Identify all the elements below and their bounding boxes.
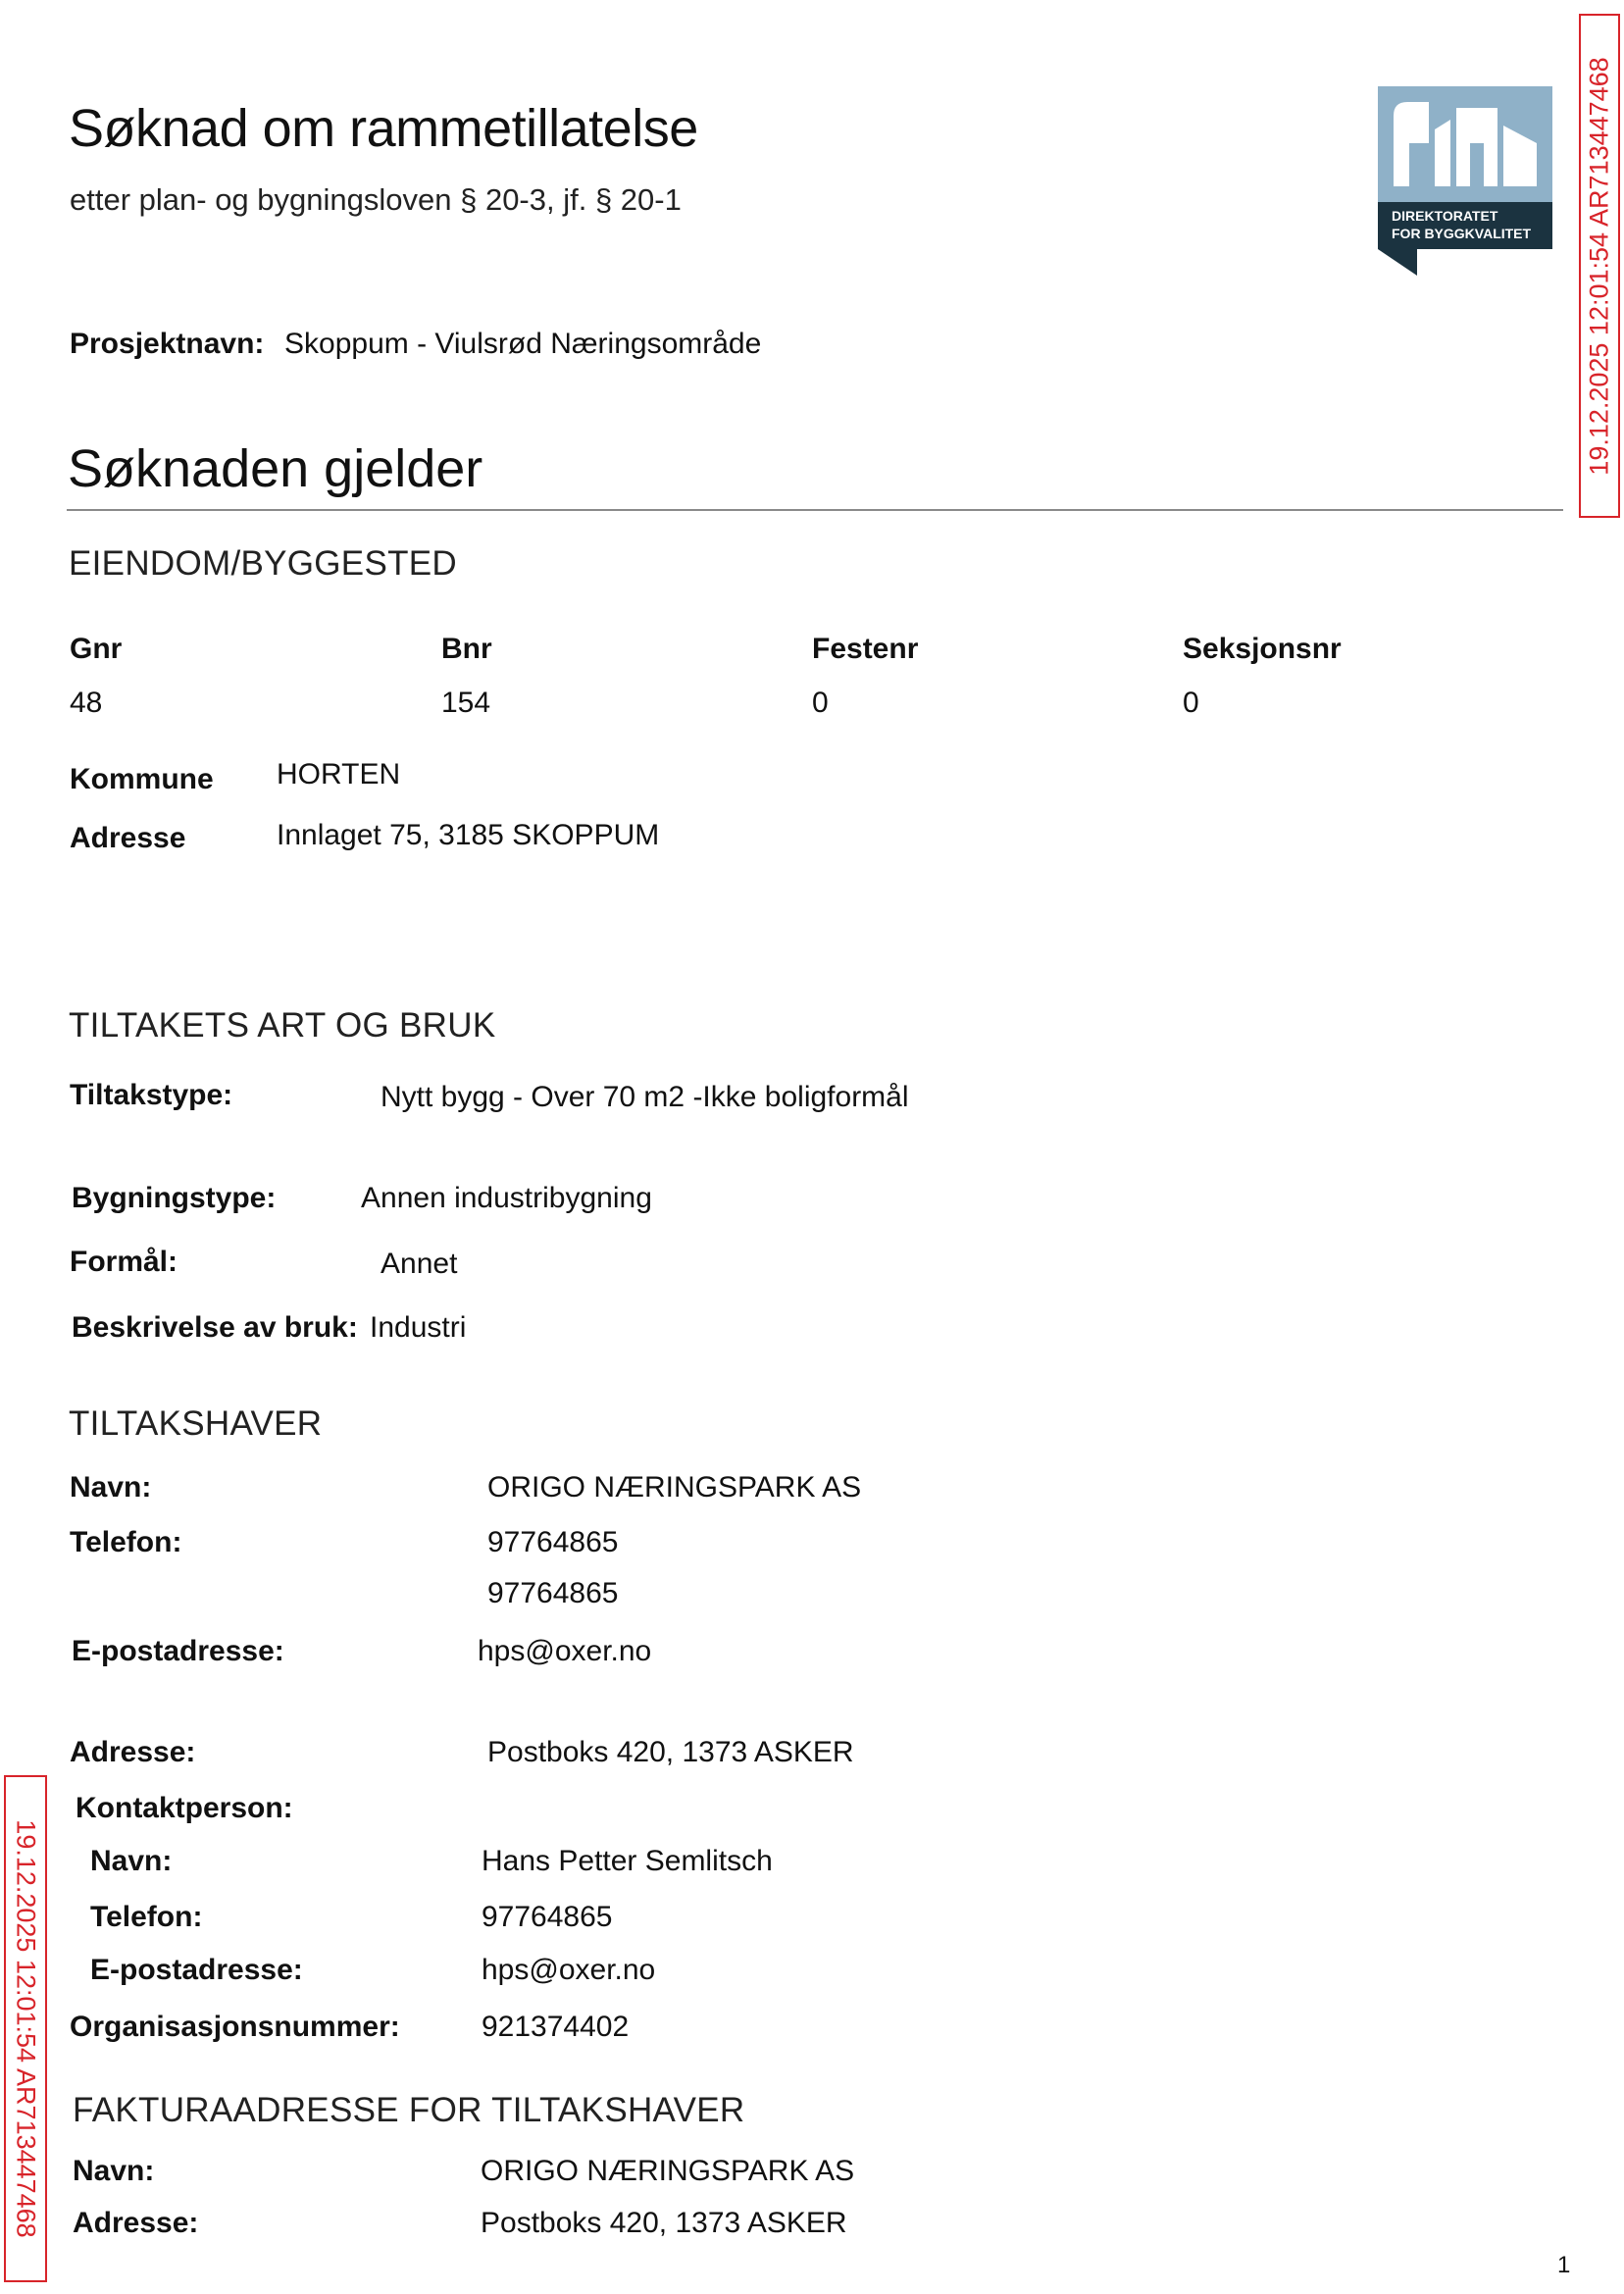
faktura-adresse-value: Postboks 420, 1373 ASKER (481, 2207, 847, 2239)
date-stamp-top-text: 19.12.2025 12:01:54 AR713447468 (1584, 56, 1614, 476)
gnr-value: 48 (70, 687, 103, 719)
tiltakstype-value: Nytt bygg - Over 70 m2 -Ikke boligformål (381, 1081, 909, 1113)
beskrivelse-label: Beskrivelse av bruk: (72, 1311, 358, 1344)
tiltakshaver-telefon-value-1: 97764865 (487, 1526, 619, 1558)
page-number: 1 (1557, 2252, 1571, 2278)
kontakt-telefon-value: 97764865 (482, 1901, 613, 1933)
tiltakshaver-navn-value: ORIGO NÆRINGSPARK AS (487, 1471, 862, 1504)
tiltakshaver-adresse-value: Postboks 420, 1373 ASKER (487, 1736, 854, 1768)
date-stamp-top (1579, 14, 1620, 518)
formal-value: Annet (381, 1248, 458, 1280)
bygningstype-label: Bygningstype: (72, 1182, 277, 1214)
tiltakshaver-epost-label: E-postadresse: (72, 1635, 284, 1667)
adresse-value: Innlaget 75, 3185 SKOPPUM (277, 819, 660, 851)
tiltakshaver-heading: TILTAKSHAVER (69, 1404, 323, 1443)
seksjonsnr-value: 0 (1183, 687, 1199, 719)
section-title: Søknaden gjelder (68, 439, 483, 498)
logo-text-line2: FOR BYGGKVALITET (1392, 226, 1532, 241)
tiltakshaver-epost-value: hps@oxer.no (478, 1635, 652, 1667)
bygningstype-value: Annen industribygning (361, 1182, 652, 1214)
gnr-label: Gnr (70, 633, 123, 665)
dibk-logo-graphic (1378, 86, 1552, 276)
tiltakstype-label: Tiltakstype: (70, 1079, 233, 1111)
date-stamp-left (4, 1775, 47, 2282)
project-label: Prosjektnavn: (70, 328, 265, 360)
faktura-heading: FAKTURAADRESSE FOR TILTAKSHAVER (73, 2091, 745, 2129)
date-stamp-left-text: 19.12.2025 12:01:54 AR713447468 (11, 1819, 41, 2238)
festenr-value: 0 (812, 687, 829, 719)
faktura-navn-label: Navn: (73, 2155, 155, 2187)
kontakt-epost-value: hps@oxer.no (482, 1954, 656, 1986)
eiendom-heading: EIENDOM/BYGGESTED (69, 544, 457, 583)
bnr-value: 154 (441, 687, 491, 719)
kontakt-navn-value: Hans Petter Semlitsch (482, 1845, 773, 1877)
adresse-label: Adresse (70, 822, 186, 854)
logo-text-line1: DIREKTORATET (1392, 208, 1498, 224)
formal-label: Formål: (70, 1246, 178, 1278)
tiltakshaver-adresse-label: Adresse: (70, 1736, 196, 1768)
tiltakshaver-telefon-value-2: 97764865 (487, 1577, 619, 1609)
kontakt-navn-label: Navn: (90, 1845, 173, 1877)
faktura-adresse-label: Adresse: (73, 2207, 199, 2239)
orgnr-value: 921374402 (482, 2011, 630, 2043)
orgnr-label: Organisasjonsnummer: (70, 2011, 400, 2043)
document-title: Søknad om rammetillatelse (69, 99, 698, 158)
tiltak-heading: TILTAKETS ART OG BRUK (69, 1006, 496, 1045)
beskrivelse-value: Industri (370, 1311, 467, 1344)
tiltakshaver-navn-label: Navn: (70, 1471, 152, 1504)
document-subtitle: etter plan- og bygningsloven § 20-3, jf. § 20-1 (70, 182, 682, 217)
kommune-label: Kommune (70, 763, 214, 795)
bnr-label: Bnr (441, 633, 492, 665)
section-divider (67, 509, 1563, 511)
seksjonsnr-label: Seksjonsnr (1183, 633, 1342, 665)
kontaktperson-label: Kontaktperson: (76, 1792, 293, 1824)
festenr-label: Festenr (812, 633, 919, 665)
project-value: Skoppum - Viulsrød Næringsområde (284, 328, 762, 360)
dibk-logo (1378, 86, 1552, 276)
tiltakshaver-telefon-label: Telefon: (70, 1526, 182, 1558)
kontakt-telefon-label: Telefon: (90, 1901, 203, 1933)
faktura-navn-value: ORIGO NÆRINGSPARK AS (481, 2155, 855, 2187)
kommune-value: HORTEN (277, 758, 401, 790)
kontakt-epost-label: E-postadresse: (90, 1954, 303, 1986)
